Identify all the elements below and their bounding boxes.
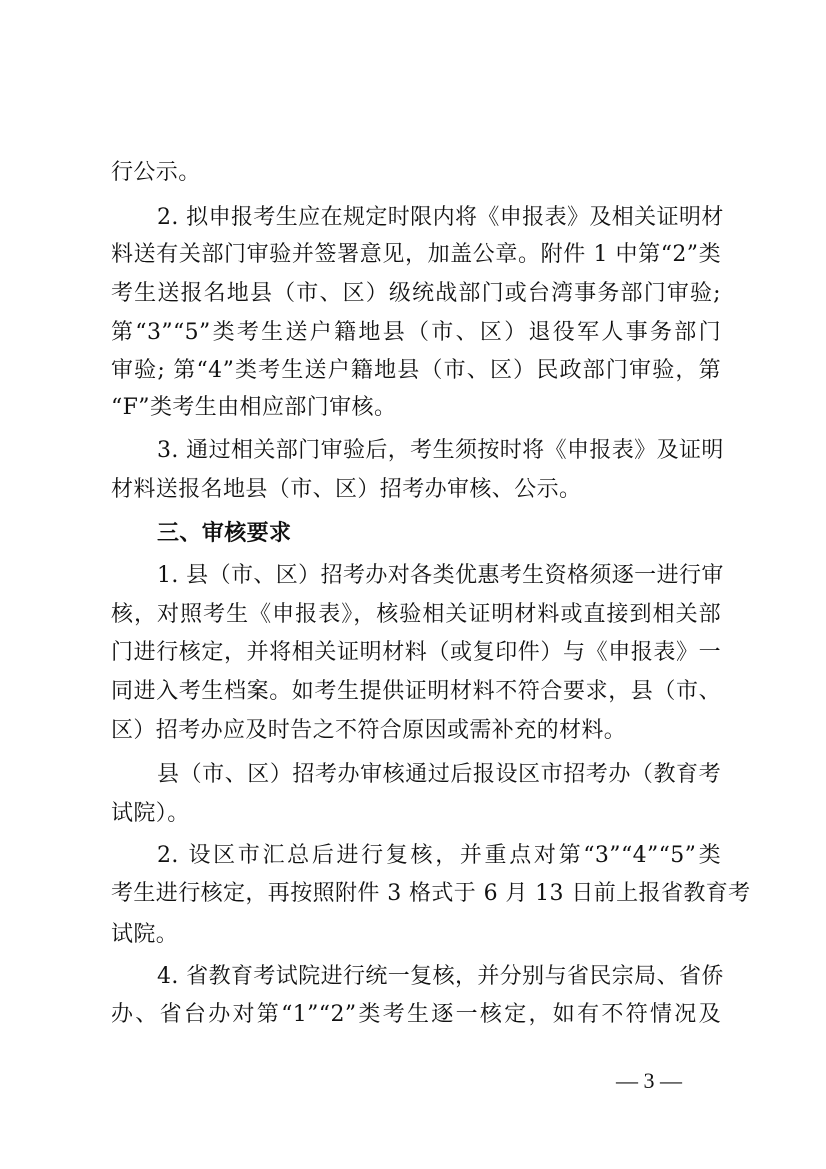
paragraph-6-line-3: 试院。 (111, 922, 179, 947)
paragraph-2-line-2: 料送有关部门审验并签署意见，加盖公章。附件 1 中第“2”类 (111, 242, 721, 267)
paragraph-4-line-5: 区）招考办应及时告之不符合原因或需补充的材料。 (111, 718, 627, 743)
paragraph-4-line-4: 同进入考生档案。如考生提供证明材料不符合要求，县（市、 (111, 679, 721, 704)
paragraph-4-line-3: 门进行核定，并将相关证明材料（或复印件）与《申报表》一 (111, 640, 721, 665)
paragraph-5-line-1: 县（市、区）招考办审核通过后报设区市招考办（教育考 (157, 762, 721, 787)
paragraph-4-line-1: 1. 县（市、区）招考办对各类优惠考生资格须逐一进行审 (157, 563, 724, 588)
paragraph-4-line-2: 核，对照考生《申报表》，核验相关证明材料或直接到相关部 (111, 602, 721, 627)
page-number: — 3 — (616, 1068, 682, 1093)
section-heading: 三、审核要求 (157, 521, 292, 546)
paragraph-6-line-2: 考生进行核定，再按照附件 3 格式于 6 月 13 日前上报省教育考 (111, 881, 751, 906)
paragraph-2-line-5: 审验; 第“4”类考生送户籍地县（市、区）民政部门审验，第 (111, 358, 721, 383)
paragraph-6-line-1: 2. 设区市汇总后进行复核，并重点对第“3”“4”“5”类 (157, 843, 721, 868)
paragraph-3-line-2: 材料送报名地县（市、区）招考办审核、公示。 (111, 477, 582, 502)
paragraph-7-line-1: 4. 省教育考试院进行统一复核，并分别与省民宗局、省侨 (157, 964, 724, 989)
paragraph-2-line-6: “F”类考生由相应部门审核。 (111, 395, 397, 420)
paragraph-7-line-2: 办、省台办对第“1”“2”类考生逐一核定，如有不符情况及 (111, 1002, 721, 1027)
paragraph-3-line-1: 3. 通过相关部门审验后，考生须按时将《申报表》及证明 (157, 438, 724, 463)
paragraph-2-line-3: 考生送报名地县（市、区）级统战部门或台湾事务部门审验; (111, 281, 721, 306)
text-line-1: 行公示。 (111, 160, 201, 185)
paragraph-2-line-1: 2. 拟申报考生应在规定时限内将《申报表》及相关证明材 (157, 205, 724, 230)
paragraph-2-line-4: 第“3”“5”类考生送户籍地县（市、区）退役军人事务部门 (111, 320, 721, 345)
paragraph-5-line-2: 试院）。 (111, 801, 190, 826)
